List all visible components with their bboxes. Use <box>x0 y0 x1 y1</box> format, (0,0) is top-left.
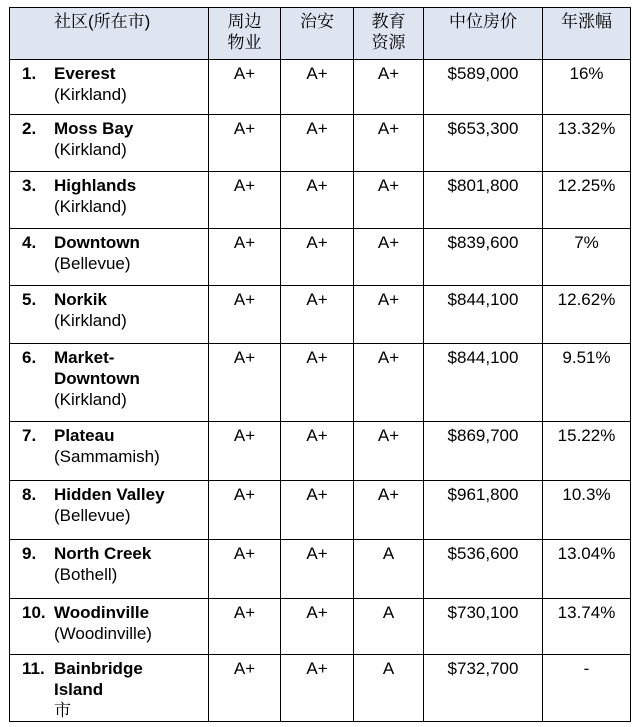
surroundings-grade: A+ <box>209 540 281 599</box>
neighborhood-block <box>54 658 143 721</box>
median-price: $801,800 <box>424 172 543 229</box>
neighborhood-city: (Sammamish) <box>54 447 160 466</box>
rank-number: 6. <box>22 348 37 367</box>
neighborhood-cell <box>10 540 209 599</box>
median-price: $653,300 <box>424 115 543 172</box>
neighborhood-block <box>54 289 127 331</box>
education-grade: A <box>354 599 424 655</box>
annual-growth: 13.32% <box>543 115 631 172</box>
neighborhood-cell <box>10 229 209 286</box>
neighborhood-ranking-table <box>9 7 631 722</box>
header-name <box>10 8 209 60</box>
median-price: $589,000 <box>424 60 543 115</box>
surroundings-grade: A+ <box>209 115 281 172</box>
neighborhood-name: Plateau <box>54 426 115 445</box>
neighborhood-city: (Kirkland) <box>54 197 127 216</box>
table-row <box>10 540 631 599</box>
header-education-label: 教育 资源 <box>371 12 406 52</box>
safety-grade: A+ <box>281 286 354 344</box>
surroundings-grade: A+ <box>209 422 281 481</box>
neighborhood-block <box>54 63 127 105</box>
safety-grade: A+ <box>281 540 354 599</box>
neighborhood-name: North Creek <box>54 544 152 563</box>
table-row <box>10 229 631 286</box>
surroundings-grade: A+ <box>209 344 281 422</box>
surroundings-grade: A+ <box>209 172 281 229</box>
surroundings-grade: A+ <box>209 481 281 540</box>
median-price: $869,700 <box>424 422 543 481</box>
education-grade: A <box>354 655 424 722</box>
education-grade: A+ <box>354 60 424 115</box>
rank-number: 1. <box>22 64 37 83</box>
surroundings-grade: A+ <box>209 229 281 286</box>
header-surroundings <box>209 8 281 60</box>
neighborhood-name: Downtown <box>54 233 140 252</box>
annual-growth: 15.22% <box>543 422 631 481</box>
neighborhood-block <box>54 602 152 644</box>
header-name-label: 社区(所在市) <box>54 12 151 31</box>
median-price: $536,600 <box>424 540 543 599</box>
neighborhood-cell <box>10 422 209 481</box>
neighborhood-name: Market- Downtown <box>54 348 140 388</box>
surroundings-grade: A+ <box>209 599 281 655</box>
header-annual-growth <box>543 8 631 60</box>
neighborhood-city: 市 <box>54 701 71 720</box>
rank-number: 3. <box>22 176 37 195</box>
safety-grade: A+ <box>281 481 354 540</box>
neighborhood-cell <box>10 286 209 344</box>
neighborhood-block <box>54 484 165 526</box>
neighborhood-cell <box>10 599 209 655</box>
safety-grade: A+ <box>281 60 354 115</box>
neighborhood-block <box>54 543 151 585</box>
neighborhood-name: Woodinville <box>54 603 150 622</box>
neighborhood-cell <box>10 60 209 115</box>
neighborhood-city: (Woodinville) <box>54 624 152 643</box>
table-row <box>10 655 631 722</box>
neighborhood-cell <box>10 344 209 422</box>
annual-growth: 16% <box>543 60 631 115</box>
annual-growth: 9.51% <box>543 344 631 422</box>
safety-grade: A+ <box>281 422 354 481</box>
neighborhood-city: (Kirkland) <box>54 140 127 159</box>
safety-grade: A+ <box>281 655 354 722</box>
header-median-price <box>424 8 543 60</box>
header-education <box>354 8 424 60</box>
table-row <box>10 115 631 172</box>
neighborhood-name: Norkik <box>54 290 107 309</box>
neighborhood-cell <box>10 481 209 540</box>
header-surroundings-label: 周边 物业 <box>227 12 262 52</box>
neighborhood-city: (Kirkland) <box>54 85 127 104</box>
annual-growth: 12.25% <box>543 172 631 229</box>
neighborhood-block <box>54 175 136 217</box>
surroundings-grade: A+ <box>209 60 281 115</box>
median-price: $961,800 <box>424 481 543 540</box>
annual-growth: 10.3% <box>543 481 631 540</box>
education-grade: A+ <box>354 229 424 286</box>
annual-growth: 13.04% <box>543 540 631 599</box>
median-price: $839,600 <box>424 229 543 286</box>
neighborhood-cell <box>10 115 209 172</box>
rank-number: 8. <box>22 485 37 504</box>
neighborhood-name: Everest <box>54 64 116 83</box>
median-price: $844,100 <box>424 286 543 344</box>
median-price: $732,700 <box>424 655 543 722</box>
annual-growth: - <box>543 655 631 722</box>
rank-number: 11. <box>22 659 45 678</box>
header-row <box>10 8 631 60</box>
median-price: $730,100 <box>424 599 543 655</box>
safety-grade: A+ <box>281 344 354 422</box>
education-grade: A+ <box>354 481 424 540</box>
education-grade: A <box>354 540 424 599</box>
header-median-price-label: 中位房价 <box>449 12 517 31</box>
education-grade: A+ <box>354 115 424 172</box>
neighborhood-name: Moss Bay <box>54 119 134 138</box>
neighborhood-city: (Kirkland) <box>54 390 127 409</box>
rank-number: 5. <box>22 290 37 309</box>
table-row <box>10 599 631 655</box>
education-grade: A+ <box>354 286 424 344</box>
surroundings-grade: A+ <box>209 655 281 722</box>
header-safety <box>281 8 354 60</box>
annual-growth: 12.62% <box>543 286 631 344</box>
safety-grade: A+ <box>281 599 354 655</box>
neighborhood-block <box>54 425 160 467</box>
neighborhood-name: Hidden Valley <box>54 485 165 504</box>
rank-number: 2. <box>22 119 37 138</box>
safety-grade: A+ <box>281 229 354 286</box>
neighborhood-city: (Kirkland) <box>54 311 127 330</box>
education-grade: A+ <box>354 172 424 229</box>
neighborhood-block <box>54 347 140 410</box>
safety-grade: A+ <box>281 115 354 172</box>
rank-number: 7. <box>22 426 37 445</box>
table-row <box>10 481 631 540</box>
annual-growth: 7% <box>543 229 631 286</box>
education-grade: A+ <box>354 344 424 422</box>
neighborhood-city: (Bellevue) <box>54 254 131 273</box>
rank-number: 9. <box>22 544 37 563</box>
neighborhood-name: Highlands <box>54 176 137 195</box>
education-grade: A+ <box>354 422 424 481</box>
annual-growth: 13.74% <box>543 599 631 655</box>
rank-number: 10. <box>22 603 46 622</box>
neighborhood-city: (Bothell) <box>54 565 118 584</box>
neighborhood-name: Bainbridge Island <box>54 659 143 699</box>
neighborhood-block <box>54 118 133 160</box>
table-row <box>10 422 631 481</box>
table-row <box>10 286 631 344</box>
safety-grade: A+ <box>281 172 354 229</box>
neighborhood-block <box>54 232 140 274</box>
table-row <box>10 172 631 229</box>
neighborhood-cell <box>10 655 209 722</box>
table-body <box>10 60 631 722</box>
neighborhood-city: (Bellevue) <box>54 506 131 525</box>
table-row <box>10 60 631 115</box>
header-safety-label: 治安 <box>300 12 334 31</box>
surroundings-grade: A+ <box>209 286 281 344</box>
rank-number: 4. <box>22 233 37 252</box>
table-row <box>10 344 631 422</box>
neighborhood-cell <box>10 172 209 229</box>
header-annual-growth-label: 年涨幅 <box>561 12 612 31</box>
median-price: $844,100 <box>424 344 543 422</box>
